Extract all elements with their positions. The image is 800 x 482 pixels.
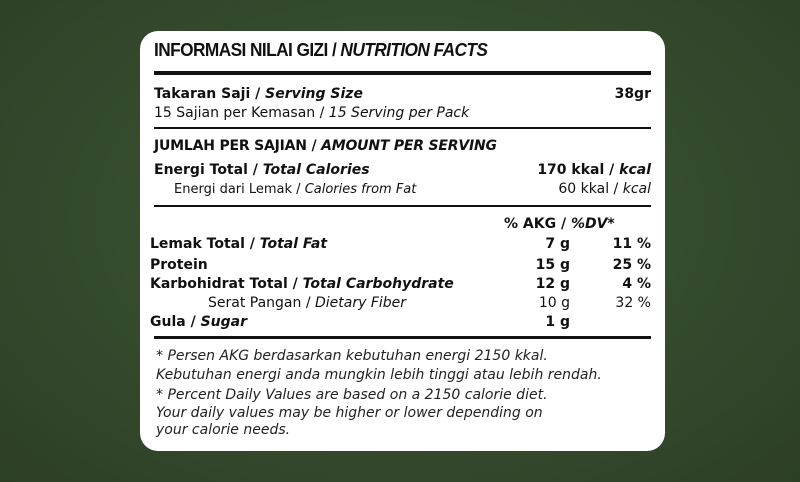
footnote-line-2: Kebutuhan energi anda mungkin lebih tinggi atau lebih rendah. <box>156 367 602 383</box>
energy-from-fat-value: 60 kkal / kcal <box>558 181 651 197</box>
label-title: INFORMASI NILAI GIZI / NUTRITION FACTS <box>154 40 488 60</box>
rule-thick-bottom <box>154 336 651 339</box>
nutrient-label-protein: Protein <box>150 257 208 273</box>
nutrient-amount-total-fat: 7 g <box>545 236 570 252</box>
serving-size-value: 38gr <box>614 86 651 102</box>
rule-serving <box>154 127 651 129</box>
nutrient-dv-protein: 25 % <box>612 257 651 273</box>
nutrient-label-dietary-fiber: Serat Pangan / Dietary Fiber <box>208 295 407 311</box>
nutrition-label <box>140 31 665 451</box>
serving-size-label: Takaran Saji / Serving Size <box>154 86 363 102</box>
nutrient-amount-protein: 15 g <box>535 257 570 273</box>
rule-thick-top <box>154 71 651 75</box>
footnote-line-3: * Percent Daily Values are based on a 2150 calorie diet. <box>156 387 548 403</box>
nutrient-label-carbohydrate: Karbohidrat Total / Total Carbohydrate <box>150 276 454 292</box>
dv-header: % AKG / %DV* <box>504 216 615 232</box>
rule-energy <box>154 205 651 207</box>
footnote-line-1: * Persen AKG berdasarkan kebutuhan energi 2150 kkal. <box>156 348 548 364</box>
energy-total-value: 170 kkal / kcal <box>537 162 651 178</box>
servings-per-pack: 15 Sajian per Kemasan / 15 Serving per Pack <box>154 105 470 121</box>
nutrient-amount-carbohydrate: 12 g <box>535 276 570 292</box>
footnote-line-5: your calorie needs. <box>156 422 291 438</box>
nutrient-amount-sugar: 1 g <box>545 314 570 330</box>
amount-per-serving-header: JUMLAH PER SAJIAN / AMOUNT PER SERVING <box>154 138 497 154</box>
nutrient-label-sugar: Gula / Sugar <box>150 314 248 330</box>
footnote-line-4: Your daily values may be higher or lower depending on <box>156 405 543 421</box>
nutrient-dv-total-fat: 11 % <box>612 236 651 252</box>
nutrient-dv-dietary-fiber: 32 % <box>615 295 651 311</box>
energy-from-fat-label: Energi dari Lemak / Calories from Fat <box>174 182 417 197</box>
nutrient-label-total-fat: Lemak Total / Total Fat <box>150 236 328 252</box>
energy-total-label: Energi Total / Total Calories <box>154 162 370 178</box>
nutrient-amount-dietary-fiber: 10 g <box>538 295 570 311</box>
nutrient-dv-carbohydrate: 4 % <box>622 276 651 292</box>
